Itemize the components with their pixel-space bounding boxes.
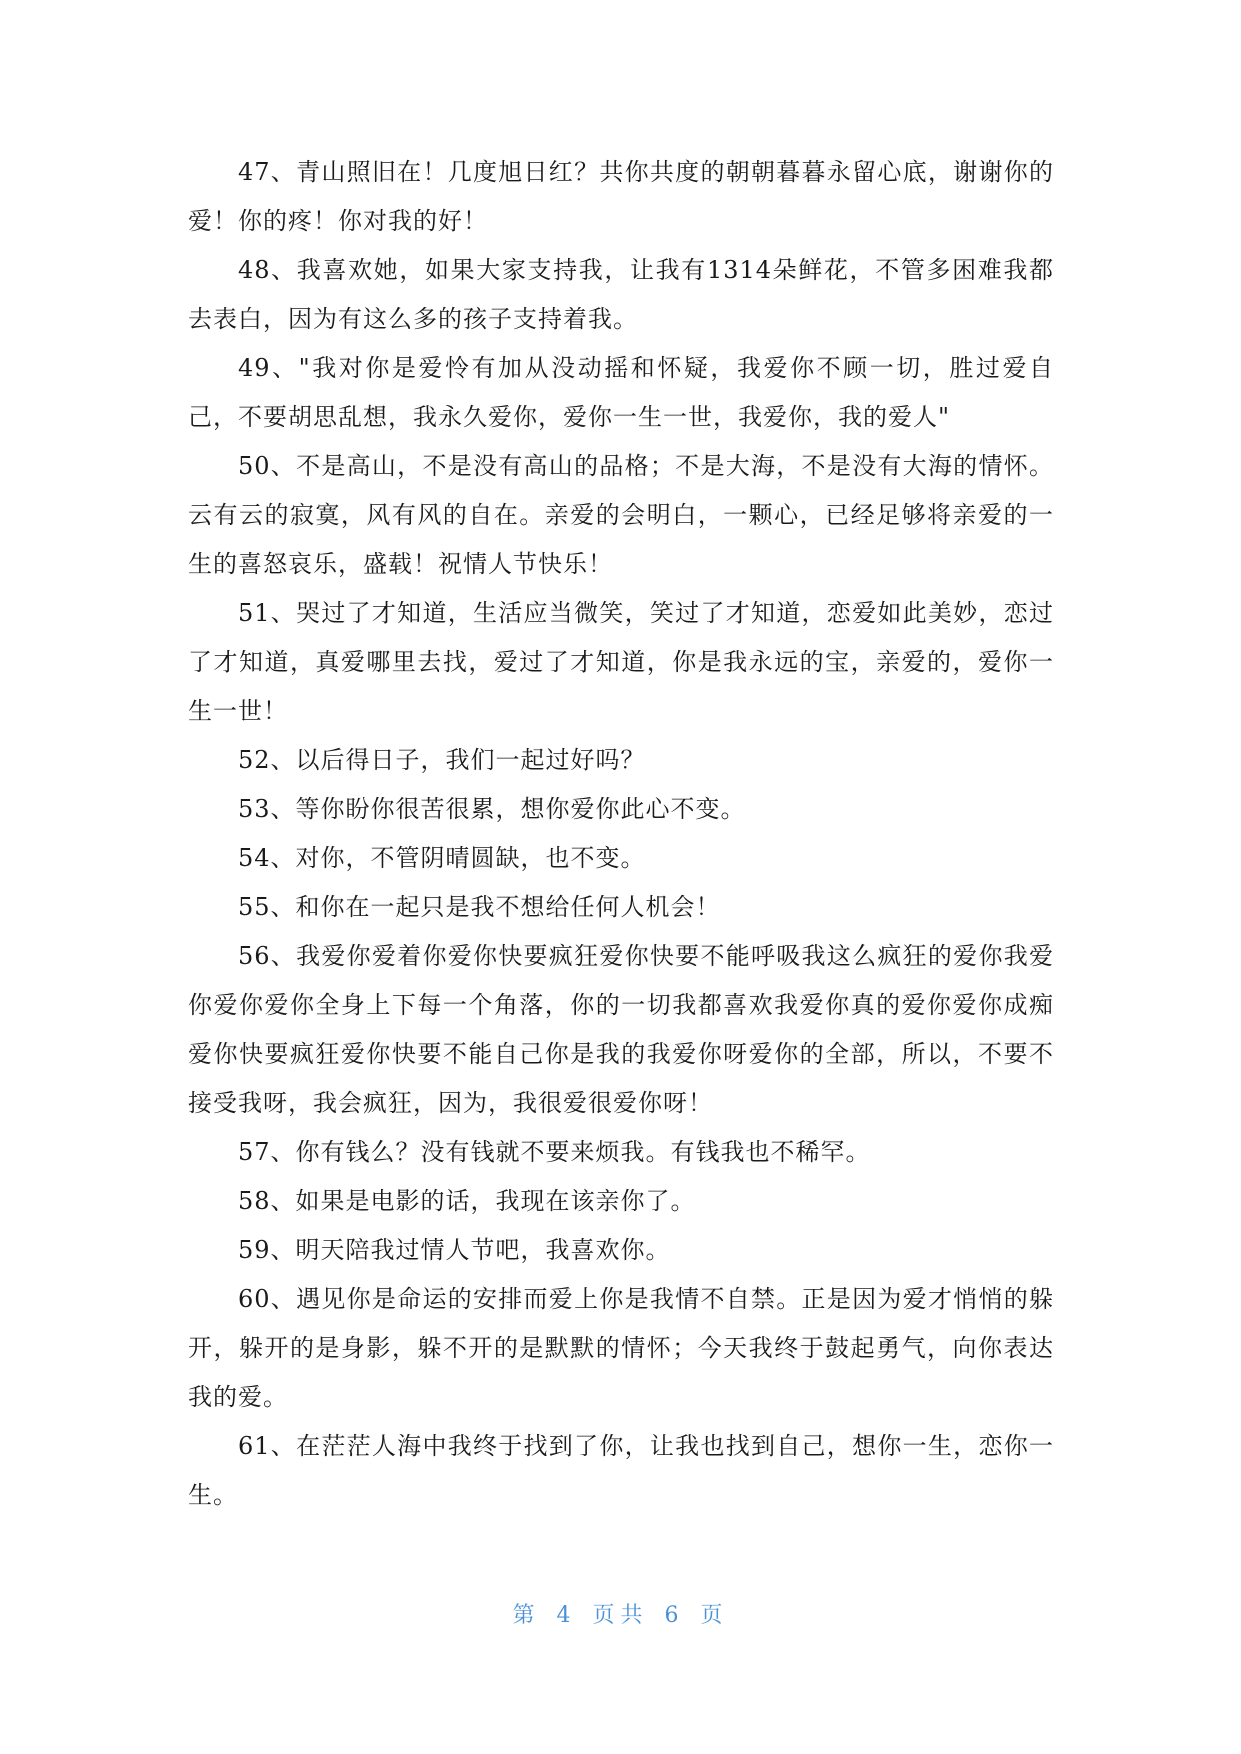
paragraph-52: 52、以后得日子，我们一起过好吗？ [238, 746, 646, 774]
paragraph-59: 59、明天陪我过情人节吧，我喜欢你。 [238, 1236, 671, 1264]
document-body [188, 148, 1054, 1520]
paragraph-61: 61、在茫茫人海中我终于找到了你，让我也找到自己，想你一生，恋你一生。 [188, 1432, 1054, 1509]
paragraph-50: 50、不是高山，不是没有高山的品格；不是大海，不是没有大海的情怀。云有云的寂寞，风有风的自在。亲爱的会明白，一颗心，已经足够将亲爱的一生的喜怒哀乐，盛载！祝情人节快乐！ [188, 452, 1054, 578]
paragraph-57: 57、你有钱么？没有钱就不要来烦我。有钱我也不稀罕。 [238, 1138, 871, 1166]
paragraph-48: 48、我喜欢她，如果大家支持我，让我有1314朵鲜花，不管多困难我都去表白，因为有这么多的孩子支持着我。 [188, 256, 1054, 333]
paragraph-51: 51、哭过了才知道，生活应当微笑，笑过了才知道，恋爱如此美妙，恋过了才知道，真爱哪里去找，爱过了才知道，你是我永远的宝，亲爱的，爱你一生一世！ [188, 599, 1054, 725]
paragraph-55: 55、和你在一起只是我不想给任何人机会！ [238, 893, 721, 921]
paragraph-53: 53、等你盼你很苦很累，想你爱你此心不变。 [238, 795, 746, 823]
footer-prefix: 第 [512, 1603, 541, 1628]
page-footer [0, 1598, 1241, 1629]
footer-current-page: 4 [556, 1603, 577, 1628]
paragraph-54: 54、对你，不管阴晴圆缺，也不变。 [238, 844, 646, 872]
paragraph-49: 49、"我对你是爱怜有加从没动摇和怀疑，我爱你不顾一切，胜过爱自己，不要胡思乱想，我永久爱你，爱你一生一世，我爱你，我的爱人" [188, 354, 1054, 431]
paragraph-56: 56、我爱你爱着你爱你快要疯狂爱你快要不能呼吸我这么疯狂的爱你我爱你爱你爱你全身上下每一个角落，你的一切我都喜欢我爱你真的爱你爱你成痴爱你快要疯狂爱你快要不能自己你是我的我爱你呀爱你的全部，所以，不要不接受我呀，我会疯狂，因为，我很爱很爱你呀！ [188, 942, 1054, 1117]
footer-middle: 页共 [592, 1603, 649, 1628]
footer-suffix: 页 [700, 1603, 729, 1628]
footer-total-pages: 6 [664, 1603, 685, 1628]
paragraph-60: 60、遇见你是命运的安排而爱上你是我情不自禁。正是因为爱才悄悄的躲开，躲开的是身影，躲不开的是默默的情怀；今天我终于鼓起勇气，向你表达我的爱。 [188, 1285, 1054, 1411]
paragraph-47: 47、青山照旧在！几度旭日红？共你共度的朝朝暮暮永留心底，谢谢你的爱！你的疼！你对我的好！ [188, 158, 1054, 235]
paragraph-58: 58、如果是电影的话，我现在该亲你了。 [238, 1187, 696, 1215]
